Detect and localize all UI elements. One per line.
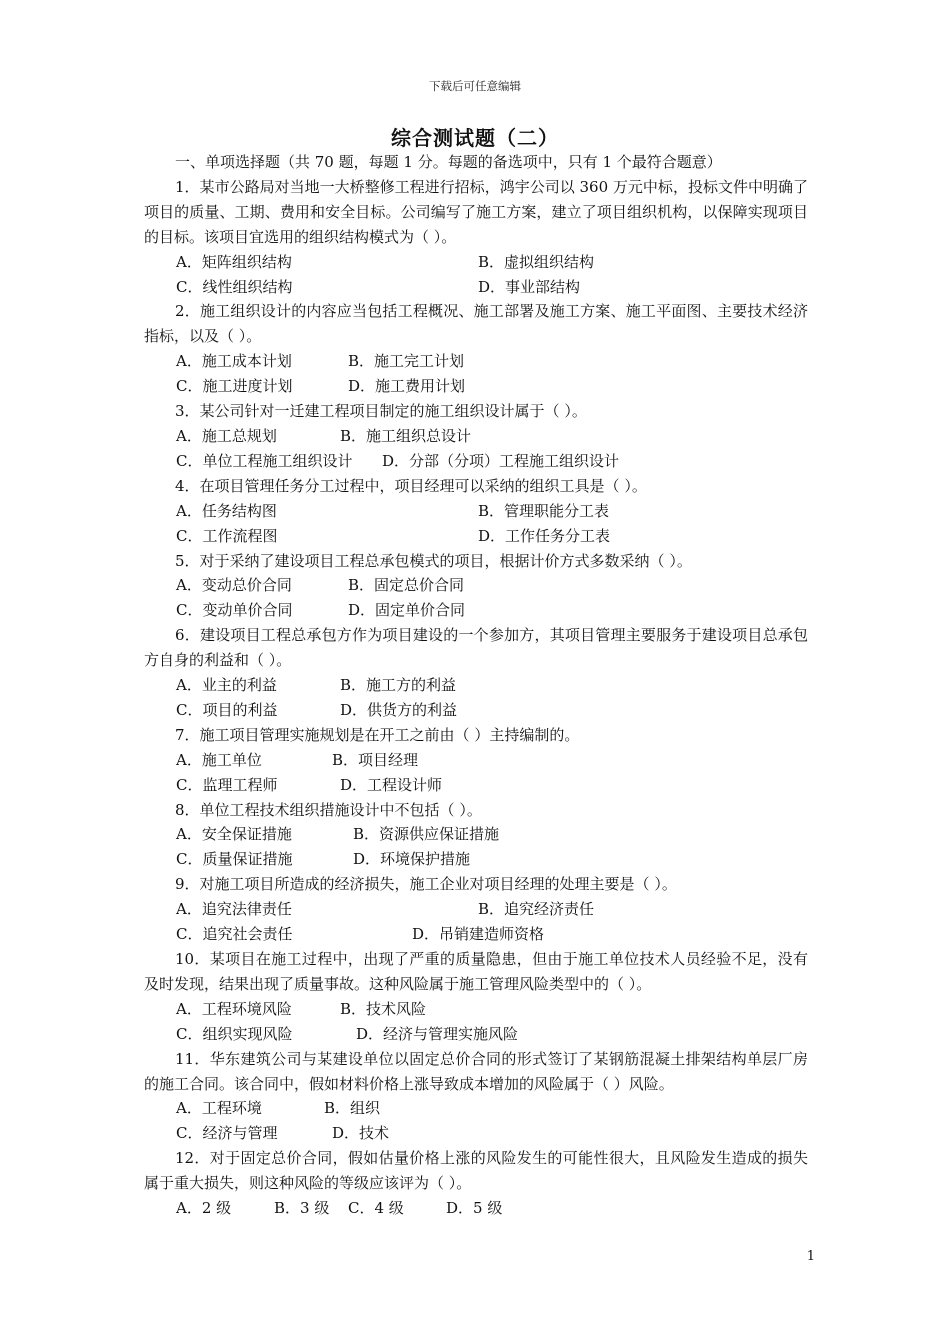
option-a: A．工程环境 [176,1099,262,1118]
question-7: 7．施工项目管理实施规划是在开工之前由（ ）主持编制的。 [175,725,580,744]
options-row [144,449,808,474]
option-b: B．管理职能分工表 [478,501,610,520]
options-row [144,698,808,723]
option-d: D．5 级 [446,1199,503,1218]
option-c: C．变动单价合同 [176,601,293,620]
options-row [144,598,808,623]
option-d: D．工作任务分工表 [478,526,611,545]
question-8: 8．单位工程技术组织措施设计中不包括（ ）。 [175,800,482,819]
options-row [144,275,808,300]
options-row [144,250,808,275]
question-2: 2．施工组织设计的内容应当包括工程概况、施工部署及施工方案、施工平面图、主要技术经济指标，以及（ ）。 [144,302,808,346]
options-row [144,424,808,449]
page-header: 下载后可任意编辑 [429,79,521,93]
options-row [144,897,808,922]
option-a: A．工程环境风险 [176,999,292,1018]
option-a: A．任务结构图 [176,501,277,520]
option-c: C．单位工程施工组织设计 [176,451,353,470]
option-c: C．项目的利益 [176,700,278,719]
option-b: B．追究经济责任 [478,900,595,919]
question-3: 3．某公司针对一迁建工程项目制定的施工组织设计属于（ ）。 [175,402,587,421]
option-b: B．项目经理 [332,750,419,769]
option-b: B．施工方的利益 [340,676,457,695]
option-c: C．施工进度计划 [176,377,293,396]
option-a: A．2 级 [176,1199,232,1218]
options-row [144,1022,808,1047]
section-heading: 一、单项选择题（共 70 题，每题 1 分。每题的备选项中，只有 1 个最符合题意） [175,153,722,171]
option-d: D．施工费用计划 [348,377,466,396]
question-5: 5．对于采纳了建设项目工程总承包模式的项目，根据计价方式多数采纳（ ）。 [175,551,692,570]
document-title: 综合测试题（二） [391,126,559,150]
option-d: D．固定单价合同 [348,601,466,620]
options-row [144,374,808,399]
option-b: B．组织 [324,1099,381,1118]
option-a: A．安全保证措施 [176,825,292,844]
option-a: A．变动总价合同 [176,576,292,595]
option-d: D．吊销建造师资格 [412,925,545,944]
document-body [144,150,808,1221]
option-c: C．组织实现风险 [176,1024,293,1043]
option-c: C．监理工程师 [176,775,278,794]
question-10: 10．某项目在施工过程中，出现了严重的质量隐患，但由于施工单位技术人员经验不足，没有及时发现，结果出现了质量事故。这种风险属于施工管理风险类型中的（ ）。 [144,950,808,993]
options-row [144,673,808,698]
options-row [144,922,808,947]
option-b: B．技术风险 [340,999,427,1018]
options-row [144,573,808,598]
options-row [144,1121,808,1146]
options-row [144,349,808,374]
option-c: C．4 级 [348,1199,404,1218]
option-d: D．经济与管理实施风险 [356,1024,519,1043]
option-d: D．工程设计师 [340,775,443,794]
option-c: C．追究社会责任 [176,925,293,944]
option-b: B．施工组织总设计 [340,426,472,445]
question-11: 11．华东建筑公司与某建设单位以固定总价合同的形式签订了某钢筋混凝土排架结构单层厂房的施工合同。该合同中，假如材料价格上涨导致成本增加的风险属于（ ）风险。 [144,1049,808,1093]
question-12: 12．对于固定总价合同，假如估量价格上涨的风险发生的可能性很大，且风险发生造成的损失属于重大损失，则这种风险的等级应该评为（ ）。 [144,1149,808,1193]
option-b: B．3 级 [274,1199,330,1218]
option-a: A．追究法律责任 [176,900,292,919]
question-1: 1．某市公路局对当地一大桥整修工程进行招标，鸿宇公司以 360 万元中标，投标文件中明确了项目的质量、工期、费用和安全目标。公司编写了施工方案，建立了项目组织机构，以保障实现项目的目标。该项目宜选用的组织结构模式为（ ）。 [144,177,808,246]
option-d: D．分部（分项）工程施工组织设计 [382,451,620,470]
options-row [144,822,808,847]
option-a: A．施工单位 [176,750,262,769]
option-b: B．固定总价合同 [348,576,465,595]
options-row [144,524,808,549]
option-b: B．施工完工计划 [348,352,465,371]
options-row [144,748,808,773]
option-c: C．质量保证措施 [176,850,293,869]
options-row [144,847,808,872]
option-a: A．矩阵组织结构 [176,252,292,271]
option-a: A．业主的利益 [176,676,277,695]
option-a: A．施工成本计划 [176,352,292,371]
option-c: C．工作流程图 [176,526,278,545]
option-d: D．环境保护措施 [353,850,471,869]
page-number: 1 [806,1249,815,1264]
option-a: A．施工总规划 [176,426,277,445]
options-row [144,1096,808,1121]
option-b: B．虚拟组织结构 [478,252,595,271]
option-c: C．线性组织结构 [176,277,293,296]
options-row [144,499,808,524]
question-9: 9．对施工项目所造成的经济损失，施工企业对项目经理的处理主要是（ ）。 [175,875,677,894]
question-4: 4．在项目管理任务分工过程中，项目经理可以采纳的组织工具是（ ）。 [175,476,647,495]
option-d: D．供货方的利益 [340,700,458,719]
question-6: 6．建设项目工程总承包方作为项目建设的一个参加方，其项目管理主要服务于建设项目总承包方自身的利益和（ ）。 [144,626,808,670]
option-d: D．事业部结构 [478,277,581,296]
options-row [144,1196,808,1221]
option-d: D．技术 [332,1124,390,1143]
option-b: B．资源供应保证措施 [353,825,500,844]
options-row [144,773,808,798]
options-row [144,997,808,1022]
option-c: C．经济与管理 [176,1124,278,1143]
